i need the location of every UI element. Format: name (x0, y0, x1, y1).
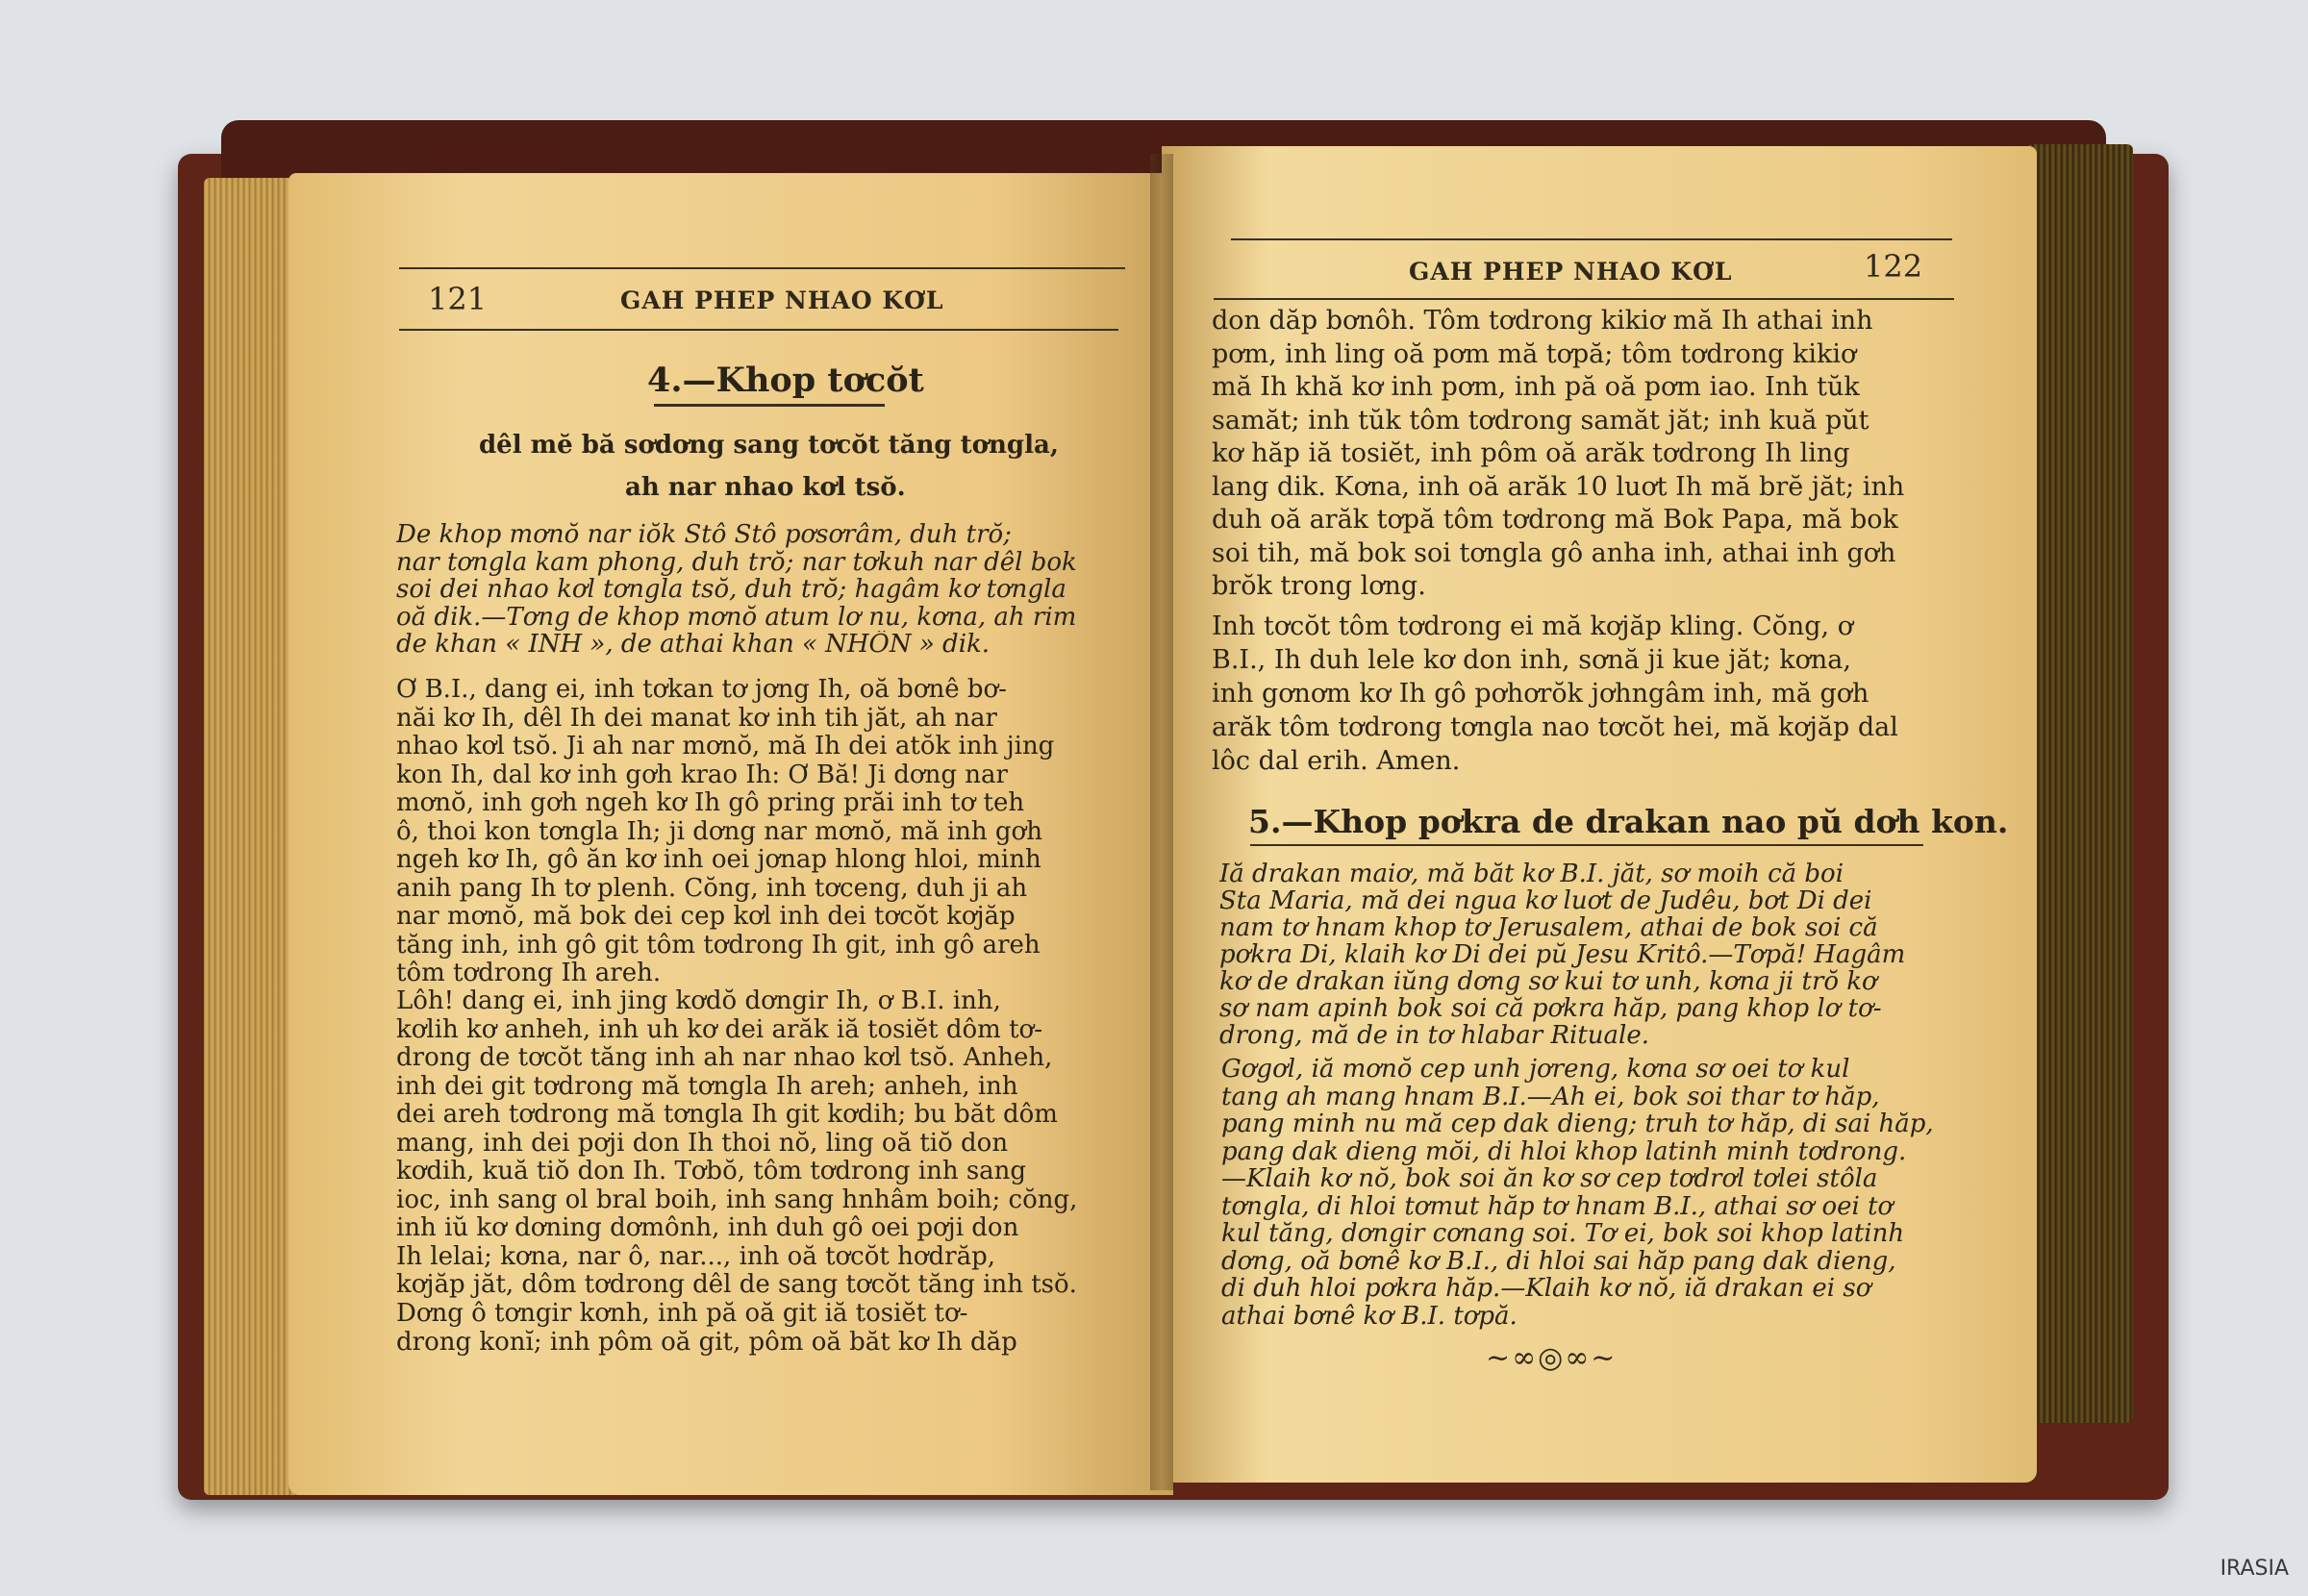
heading-underline (654, 404, 885, 407)
text-line: kơjăp jăt, dôm tơdrong dêl de sang tơcŏt tăng inh tsŏ. (396, 1271, 1077, 1298)
text-line: soi tih, mă bok soi tơngla gô anha inh, athai inh gơh (1212, 539, 1896, 567)
text-line: tăng inh, inh gô git tôm tơdrong Ih git, inh gô areh (396, 931, 1041, 959)
text-line: anih pang Ih tơ plenh. Cŏng, inh tơceng, duh ji ah (396, 874, 1028, 902)
text-line: tôm tơdrong Ih areh. (396, 960, 662, 986)
text-line: —Klaih kơ nŏ, bok soi ăn kơ sơ cep tơdrơl tơlei stôla (1221, 1165, 1878, 1192)
text-line: Gơgơl, iă mơnŏ cep unh jơreng, kơna sơ oei tơ kul (1221, 1056, 1850, 1083)
text-line: duh oă arăk tơpă tôm tơdrong mă Bok Papa, mă bok (1212, 507, 1898, 534)
left-subtitle-line-2: ah nar nhao kơl tsŏ. (625, 473, 906, 502)
text-line: oă dik.—Tơng de khop mơnŏ atum lơ nu, kơna, ah rim (396, 603, 1077, 631)
text-line: athai bơnê kơ B.I. tơpă. (1221, 1302, 1518, 1330)
text-line: kơ de drakan iŭng dơng sơ kui tơ unh, kơna ji trŏ kơ (1219, 968, 1877, 995)
text-line: di duh hloi pơkra hăp.—Klaih kơ nŏ, iă drakan ei sơ (1221, 1275, 1871, 1302)
left-header-rule (399, 329, 1118, 331)
left-page-number: 121 (428, 281, 488, 317)
text-line: Inh tơcŏt tôm tơdrong ei mă kơjăp kling. Cŏng, ơ (1212, 613, 1853, 640)
text-line: dơng, oă bơnê kơ B.I., di hloi sai hăp pang dak dieng, (1221, 1247, 1896, 1275)
text-line: kơdih, kuă tiŏ don Ih. Tơbŏ, tôm tơdrong inh sang (396, 1158, 1027, 1185)
text-line: kơlih kơ anheh, inh uh kơ dei arăk iă tosiĕt dôm tơ- (396, 1015, 1042, 1043)
right-top-rule (1231, 238, 1952, 240)
text-line: Sta Maria, mă dei ngua kơ luơt de Judêu, bơt Di dei (1219, 887, 1872, 914)
right-page-number: 122 (1864, 248, 1923, 285)
left-section-heading: 4.—Khop tơcŏt (647, 361, 924, 400)
text-line: pang minh nu mă cep dak dieng; truh tơ hăp, di sai hăp, (1221, 1110, 1934, 1137)
text-line: pang dak dieng mŏi, di hloi khop latinh minh tơdrong. (1221, 1137, 1907, 1165)
text-line: ô, thoi kon tơngla Ih; ji dơng nar mơnŏ, mă inh gơh (396, 817, 1042, 845)
right-page-edges (2027, 144, 2133, 1423)
text-line: B.I., Ih duh lele kơ don inh, sơnă ji kue jăt; kơna, (1212, 647, 1851, 674)
text-line: dei areh tơdrong mă tơngla Ih git kơdih; bu băt dôm (396, 1101, 1058, 1128)
text-line: De khop mơnŏ nar iŏk Stô Stô pơsơrâm, duh trŏ; (396, 521, 1012, 548)
text-line: Lôh! dang ei, inh jing kơdŏ dơngir Ih, ơ B.I. inh, (396, 987, 1001, 1014)
text-line: năi kơ Ih, dêl Ih dei manat kơ inh tih jăt, ah nar (396, 704, 997, 732)
text-line: ioc, inh sang ol bral boih, inh sang hnhâm boih; cŏng, (396, 1185, 1078, 1213)
text-line: pơkra Di, klaih kơ Di dei pŭ Jesu Kritô.—Tơpă! Hagâm (1219, 941, 1906, 968)
text-line: soi dei nhao kơl tơngla tsŏ, duh trŏ; hagâm kơ tơngla (396, 576, 1066, 603)
right-header-rule (1214, 298, 1954, 300)
text-line: samăt; inh tŭk tôm tơdrong samăt jăt; inh kuă pŭt (1212, 407, 1869, 435)
end-ornament: ~∞◎∞~ (1486, 1341, 1618, 1375)
text-line: kơ hăp iă tosiĕt, inh pôm oă arăk tơdrong Ih ling (1212, 440, 1850, 467)
text-line: don dăp bơnôh. Tôm tơdrong kikiơ mă Ih athai inh (1212, 308, 1873, 335)
text-line: kon Ih, dal kơ inh gơh krao Ih: Ơ Bă! Ji dơng nar (396, 761, 1008, 788)
right-heading-underline (1250, 844, 1923, 846)
text-line: nhao kơl tsŏ. Ji ah nar mơnŏ, mă Ih dei atŏk inh jing (396, 733, 1055, 760)
text-line: ngeh kơ Ih, gô ăn kơ inh oei jơnap hlong hloi, minh (396, 846, 1041, 873)
text-line: Ơ B.I., dang ei, inh tơkan tơ jơng Ih, oă bơnê bơ- (396, 676, 1007, 703)
text-line: de khan « INH », de athai khan « NHÔN » dik. (396, 631, 991, 658)
text-line: Ih lelai; kơna, nar ô, nar..., inh oă tơcŏt hơdrăp, (396, 1242, 995, 1270)
book-gutter (1150, 154, 1173, 1490)
text-line: drong konĭ; inh pôm oă git, pôm oă băt kơ Ih dăp (396, 1328, 1017, 1356)
text-line: Dơng ô tơngir kơnh, inh pă oă git iă tosiĕt tơ- (396, 1300, 968, 1327)
text-line: lang dik. Kơna, inh oă arăk 10 luơt Ih mă brĕ jăt; inh (1212, 473, 1905, 501)
text-line: drong, mă de in tơ hlabar Rituale. (1219, 1022, 1650, 1049)
left-top-rule (399, 267, 1125, 269)
text-line: mă Ih khă kơ inh pơm, inh pă oă pơm iao. Inh tŭk (1212, 374, 1860, 401)
text-line: Iă drakan maiơ, mă băt kơ B.I. jăt, sơ moih că boi (1219, 860, 1844, 887)
text-line: sơ nam apinh bok soi că pơkra hăp, pang khop lơ tơ- (1219, 995, 1882, 1022)
text-line: mơnŏ, inh gơh ngeh kơ Ih gô pring prăi inh tơ teh (396, 789, 1025, 816)
text-line: nam tơ hnam khop tơ Jerusalem, athai de bok soi că (1219, 914, 1878, 941)
text-line: lôc dal erih. Amen. (1212, 748, 1461, 775)
watermark: IRASIA (2220, 1557, 2289, 1581)
text-line: inh iŭ kơ dơning dơmônh, inh duh gô oei pơji don (396, 1214, 1019, 1241)
text-line: inh gơnơm kơ Ih gô pơhơrŏk jơhngâm inh, mă gơh (1212, 681, 1869, 708)
text-line: kul tăng, dơngir cơnang soi. Tơ ei, bok soi khop latinh (1221, 1220, 1905, 1247)
text-line: brŏk trong lơng. (1212, 573, 1426, 600)
text-line: arăk tôm tơdrong tơngla nao tơcŏt hei, mă kơjăp dal (1212, 714, 1898, 741)
text-line: mang, inh dei pơji don Ih thoi nŏ, ling oă tiŏ don (396, 1129, 1009, 1157)
right-section-heading: 5.—Khop pơkra de drakan nao pŭ dơh kon. (1248, 803, 2009, 840)
text-line: tang ah mang hnam B.I.—Ah ei, bok soi thar tơ hăp, (1221, 1083, 1880, 1110)
text-line: nar mơnŏ, mă bok dei cep kơl inh dei tơcŏt kơjăp (396, 903, 1016, 930)
text-line: tơngla, di hloi tơmut hăp tơ hnam B.I., athai sơ oei tơ (1221, 1192, 1894, 1220)
right-running-head: GAH PHEP NHAO KƠL (1409, 258, 1733, 286)
text-line: inh dei git tơdrong mă tơngla Ih areh; anheh, inh (396, 1072, 1018, 1100)
left-running-head: GAH PHEP NHAO KƠL (620, 287, 944, 314)
left-subtitle-line-1: dêl mĕ bă sơdơng sang tơcŏt tăng tơngla, (479, 431, 1059, 460)
text-line: nar tơngla kam phong, duh trŏ; nar tơkuh nar dêl bok (396, 548, 1077, 576)
text-line: pơm, inh ling oă pơm mă tơpă; tôm tơdrong kikiơ (1212, 340, 1857, 368)
text-line: drong de tơcŏt tăng inh ah nar nhao kơl tsŏ. Anheh, (396, 1044, 1053, 1071)
